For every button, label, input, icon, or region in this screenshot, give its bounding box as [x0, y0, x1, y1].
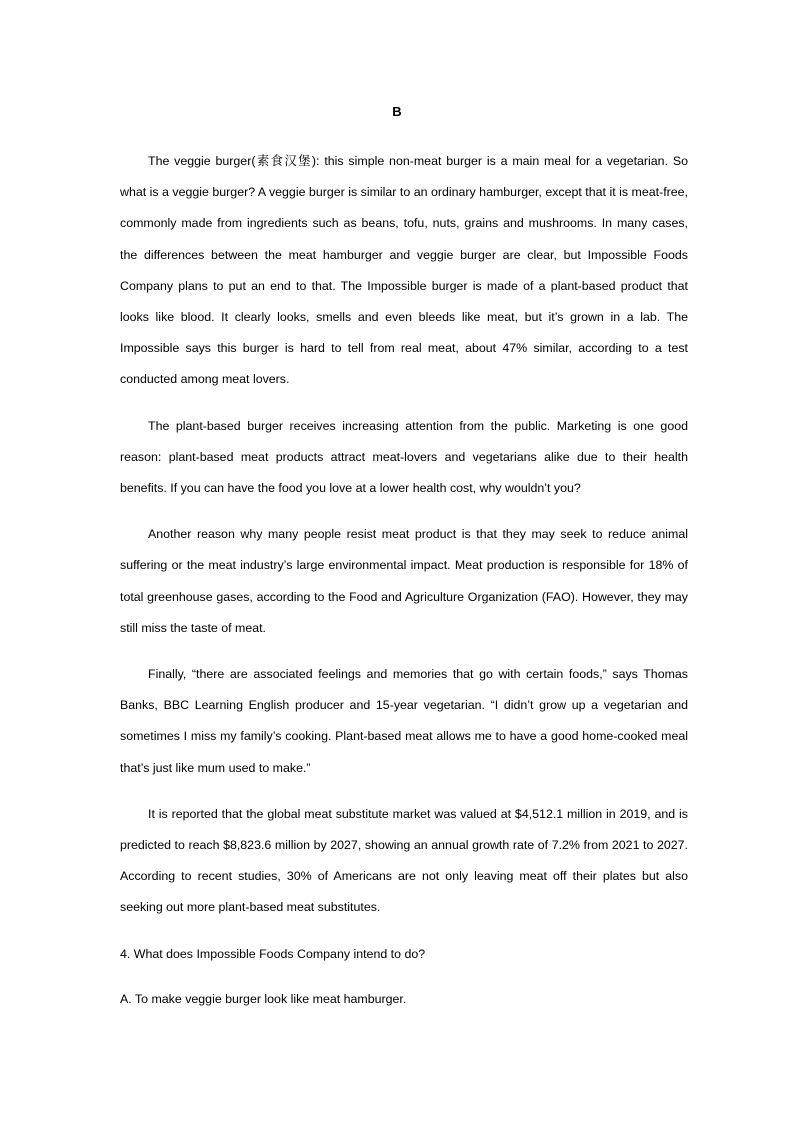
option-a: A. To make veggie burger look like meat hamburger. — [120, 991, 407, 1006]
paragraph-memories: Finally, “there are associated feelings and memories that go with certain foods,” says Thomas Banks, BBC Learning English producer and 15-year vegetarian. “I didn’t grow up a vegetarian and sometimes I miss my family’s cooking. Plant-based meat allows me to have a good home-cooked meal that’s just like mum used to make.” — [120, 667, 688, 775]
paragraph-veggie-burger: The veggie burger(素食汉堡): this simple non-meat burger is a main meal for a vegetarian. So what is a veggie burger? A veggie burger is similar to an ordinary hamburger, except that it is meat-free, commonly made from ingredients such as beans, tofu, nuts, grains and mushrooms. In many cases, the differences between the meat hamburger and veggie burger are clear, but Impossible Foods Company plans to put an end to that. The Impossible burger is made of a plant-based product that looks like blood. It clearly looks, smells and even bleeds like meat, but it’s grown in a lab. The Impossible says this burger is hard to tell from real meat, about 47% similar, according to a test conducted among meat lovers. — [120, 154, 688, 387]
passage-body — [120, 146, 688, 1029]
section-label: B — [392, 104, 402, 119]
paragraph-environment: Another reason why many people resist meat product is that they may seek to reduce animal suffering or the meat industry’s large environmental impact. Meat production is responsible for 18% of total greenhouse gases, according to the Food and Agriculture Organization (FAO). However, they may still miss the taste of meat. — [120, 527, 688, 635]
question-4: 4. What does Impossible Foods Company intend to do? — [120, 946, 426, 961]
paragraph-market: It is reported that the global meat substitute market was valued at $4,512.1 million in 2019, and is predicted to reach $8,823.6 million by 2027, showing an annual growth rate of 7.2% from 2021 to 2027. According to recent studies, 30% of Americans are not only leaving meat off their plates but also seeking out more plant-based meat substitutes. — [120, 806, 688, 915]
paragraph-attention: The plant-based burger receives increasing attention from the public. Marketing is one good reason: plant-based meat products attract meat-lovers and vegetarians alike due to their health benefits. If you can have the food you love at a lower health cost, why wouldn’t you? — [120, 418, 688, 496]
